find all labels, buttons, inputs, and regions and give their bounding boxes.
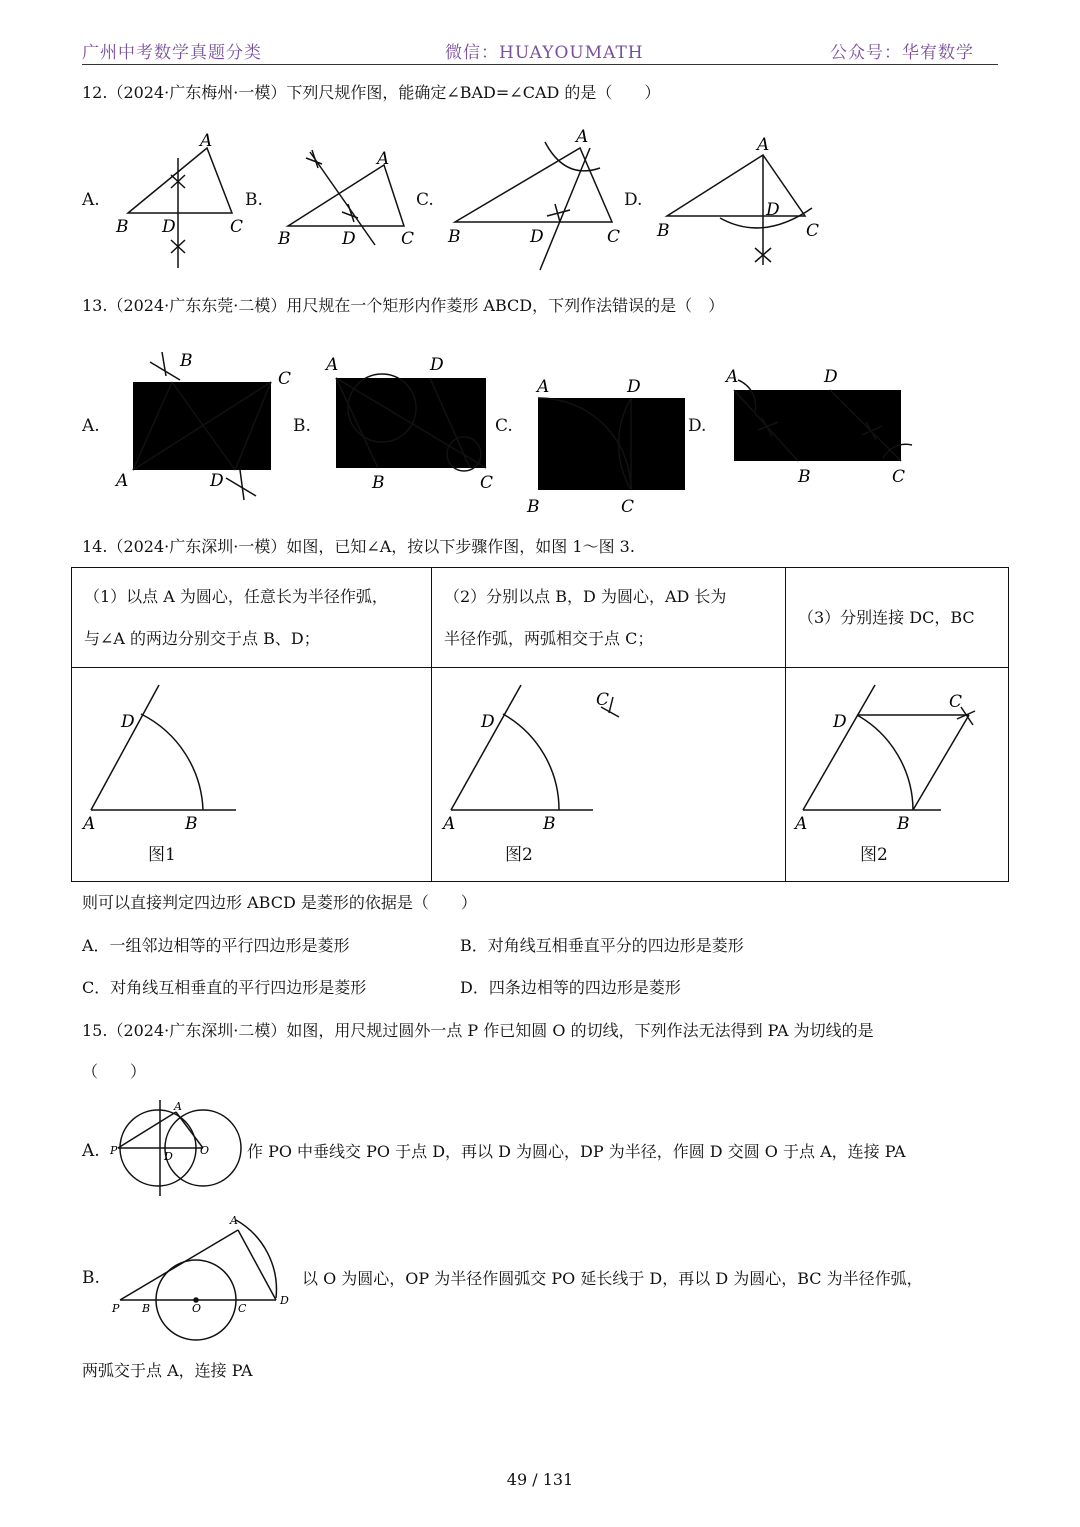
q12-stem: 12.（2024·广东梅州·一模）下列尺规作图，能确定∠BAD=∠CAD 的是（ ） [82, 83, 661, 102]
q14-option-c: C．对角线互相垂直的平行四边形是菱形 [82, 978, 367, 997]
svg-text:A: A [326, 355, 339, 375]
svg-text:B: B [142, 1302, 151, 1315]
q15-stem: 15.（2024·广东深圳·二模）如图，用尺规过圆外一点 P 作已知圆 O 的切线，下列作法无法得到 PA 为切线的是 [82, 1021, 874, 1040]
svg-text:A: A [443, 814, 456, 834]
q14-option-b: B．对角线互相垂直平分的四边形是菱形 [460, 936, 744, 955]
q12-option-b: B. [245, 190, 263, 210]
svg-text:D: D [162, 217, 176, 237]
q14-fig3 [793, 685, 975, 834]
q12-fig-c [447, 127, 620, 270]
q14-step1-line2: 与∠A 的两边分别交于点 B、D； [84, 628, 320, 648]
svg-text:P: P [110, 1144, 118, 1157]
svg-text:A: A [757, 135, 770, 155]
svg-text:B: B [897, 814, 910, 834]
svg-text:D: D [530, 227, 544, 247]
svg-text:C: C [480, 473, 494, 493]
svg-text:C: C [949, 692, 963, 712]
svg-text:D: D [210, 471, 224, 491]
svg-text:B: B [798, 467, 811, 487]
svg-text:C: C [401, 229, 415, 249]
q13-figures [0, 340, 1080, 520]
q14-step2-line2: 半径作弧，两弧相交于点 C； [444, 628, 654, 648]
q15-option-b-text: 以 O 为圆心，OP 为半径作圆弧交 PO 延长线于 D，再以 D 为圆心，BC 为半径作弧， [302, 1269, 923, 1288]
header-center: 微信：HUAYOUMATH [445, 43, 644, 63]
svg-text:B: B [185, 814, 198, 834]
q14-option-a: A．一组邻边相等的平行四边形是菱形 [82, 936, 350, 955]
q13-stem: 13.（2024·广东东莞·二模）用尺规在一个矩形内作菱形 ABCD，下列作法错误的是（ ） [82, 296, 725, 315]
svg-text:O: O [200, 1144, 210, 1157]
q12-option-a: A. [82, 190, 100, 210]
q14-step1-cell [72, 568, 432, 668]
svg-text:D: D [164, 1150, 173, 1163]
q14-step3-text: （3）分别连接 DC，BC [798, 607, 975, 627]
q14-fig2-caption: 图2 [505, 845, 533, 865]
q13-option-c: C. [495, 416, 513, 436]
svg-text:D: D [833, 712, 847, 732]
q14-step2-cell [432, 568, 786, 668]
q12-fig-d [656, 135, 819, 265]
svg-text:A: A [537, 377, 550, 397]
q14-step3-cell [786, 568, 1009, 668]
q14-stem: 14.（2024·广东深圳·一模）如图，已知∠A，按以下步骤作图，如图 1～图 3. [82, 537, 635, 556]
svg-text:D: D [824, 367, 838, 387]
header-left: 广州中考数学真题分类 [82, 43, 262, 63]
q13-option-d: D. [688, 416, 707, 436]
svg-text:C: C [230, 217, 244, 237]
q15-option-a-text: 作 PO 中垂线交 PO 于点 D，再以 D 为圆心，DP 为半径，作圆 D 交圆 O 于点 A，连接 PA [247, 1142, 906, 1161]
q13-fig-d [724, 367, 912, 487]
svg-text:A: A [726, 367, 739, 387]
q14-option-d: D．四条边相等的四边形是菱形 [460, 978, 681, 997]
svg-text:A: A [377, 149, 390, 169]
svg-text:O: O [192, 1302, 202, 1315]
svg-text:P: P [112, 1302, 120, 1315]
header-rule [82, 64, 998, 65]
svg-text:C: C [621, 497, 635, 517]
svg-text:A: A [200, 131, 213, 151]
svg-text:C: C [806, 221, 820, 241]
q13-option-b: B. [293, 416, 311, 436]
svg-text:B: B [372, 473, 385, 493]
q12-fig-b [277, 149, 414, 249]
svg-text:C: C [892, 467, 906, 487]
q12-figures [0, 120, 1080, 280]
q15-option-b-label: B. [82, 1268, 100, 1288]
svg-text:D: D [430, 355, 444, 375]
q14-fig2 [441, 685, 619, 834]
q14-fig3-caption: 图2 [860, 845, 888, 865]
svg-text:A: A [174, 1100, 182, 1113]
svg-text:B: B [180, 351, 193, 371]
svg-text:B: B [657, 221, 670, 241]
svg-text:A: A [795, 814, 808, 834]
svg-text:D: D [121, 712, 135, 732]
svg-text:B: B [278, 229, 291, 249]
svg-text:D: D [627, 377, 641, 397]
svg-text:D: D [766, 200, 780, 220]
svg-text:D: D [481, 712, 495, 732]
svg-text:C: C [238, 1302, 247, 1315]
q13-fig-b [324, 355, 493, 493]
svg-text:A: A [230, 1214, 238, 1227]
q14-fig1 [81, 685, 236, 834]
svg-text:C: C [596, 690, 610, 710]
svg-text:A: A [116, 471, 129, 491]
q14-step1-line1: （1）以点 A 为圆心，任意长为半径作弧， [84, 586, 388, 606]
svg-text:C: C [607, 227, 621, 247]
q15-fig-b [108, 1210, 298, 1350]
q14-step2-line1: （2）分别以点 B，D 为圆心，AD 长为 [444, 586, 727, 606]
svg-text:D: D [342, 229, 356, 249]
svg-text:A: A [576, 127, 589, 147]
q12-option-c: C. [416, 190, 434, 210]
q13-fig-a [114, 351, 291, 500]
q12-fig-a [115, 131, 243, 268]
q15-fig-a [108, 1092, 243, 1204]
svg-text:B: B [116, 217, 129, 237]
q15-option-b-text2: 两弧交于点 A，连接 PA [82, 1361, 253, 1380]
svg-text:B: B [448, 227, 461, 247]
q15-paren: （ ） [82, 1062, 147, 1081]
svg-text:A: A [83, 814, 96, 834]
svg-text:B: B [527, 497, 540, 517]
header-right: 公众号：华宥数学 [830, 43, 974, 63]
svg-text:C: C [278, 369, 292, 389]
q14-ask: 则可以直接判定四边形 ABCD 是菱形的依据是（ ） [82, 893, 477, 912]
q13-option-a: A. [82, 416, 100, 436]
q13-fig-c [526, 377, 685, 517]
svg-text:B: B [543, 814, 556, 834]
q15-option-a-label: A. [82, 1141, 100, 1161]
q12-option-d: D. [624, 190, 643, 210]
q14-fig1-caption: 图1 [148, 845, 176, 865]
svg-text:D: D [280, 1294, 289, 1307]
page-number: 49 / 131 [506, 1470, 574, 1489]
